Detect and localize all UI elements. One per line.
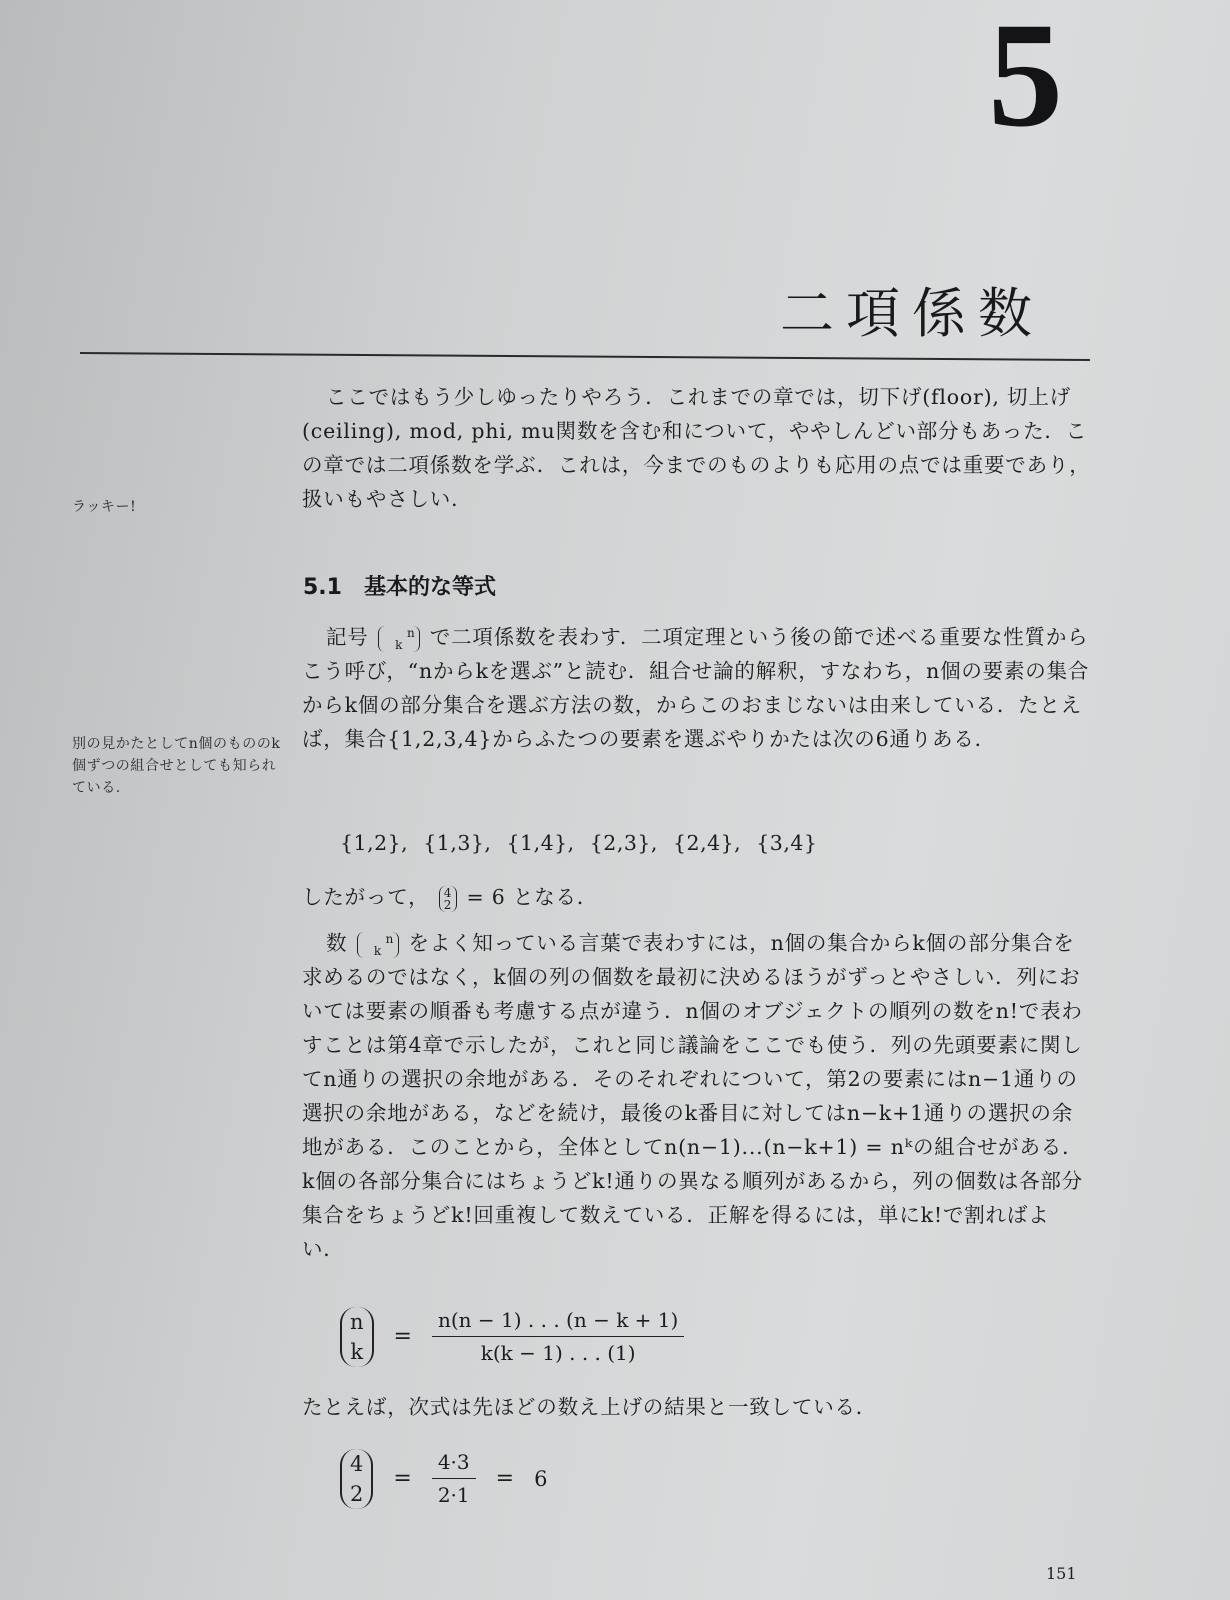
subset-item: {3,4} — [756, 831, 818, 855]
binomial-top: 4 — [350, 1451, 364, 1476]
subset-list — [340, 826, 825, 860]
chapter-title: 二項係数 — [780, 282, 1044, 345]
paragraph-text-start: したがって， — [302, 885, 430, 909]
subset-item: {1,2}, — [340, 831, 409, 855]
inline-binomial — [357, 932, 400, 958]
margin-note-combinations: 別の見かたとしてn個のもののk個ずつの組合せとしても知られている. — [72, 736, 281, 796]
intro-paragraph: ここではもう少しゆったりやろう．これまでの章では，切下げ(floor), 切上げ(ceiling), mod, phi, mu関数を含む和について，ややしんどい部分もあった．この章では二項係数を学ぶ．これは，今までのものよりも応用の点では重要であり，扱いもやさしい． — [302, 385, 1091, 511]
margin-note-lucky: ラッキー! — [72, 499, 137, 515]
paragraph-text-rest: = 6 となる． — [466, 885, 599, 909]
equals-sign: = — [393, 1466, 412, 1491]
fraction — [432, 1306, 684, 1367]
binomial-top: n — [406, 625, 416, 640]
inline-binomial — [439, 886, 457, 912]
section-title: 基本的な等式 — [363, 575, 496, 600]
binomial-bottom: 2 — [443, 897, 453, 912]
chapter-number: 5 — [988, 0, 1063, 158]
binomial-bottom: 2 — [350, 1481, 364, 1506]
binomial-top: 4 — [443, 885, 453, 900]
paragraph-permutation-argument — [302, 926, 1092, 1266]
display-binomial — [340, 1307, 374, 1367]
binomial-bottom: k — [350, 1339, 364, 1364]
display-binomial — [340, 1449, 373, 1509]
paragraph-binomial-notation — [302, 620, 1092, 756]
inline-binomial — [378, 626, 421, 652]
subset-item: {1,4}, — [506, 831, 575, 855]
fraction-numerator: n(n − 1) . . . (n − k + 1) — [432, 1306, 684, 1337]
binomial-top: n — [350, 1309, 364, 1334]
title-rule — [80, 352, 1090, 361]
equation-example — [340, 1448, 547, 1509]
binomial-top: n — [385, 931, 395, 946]
subset-item: {2,4}, — [673, 831, 742, 855]
binomial-bottom: k — [395, 637, 404, 652]
fraction-denominator: k(k − 1) . . . (1) — [480, 1341, 636, 1365]
equation-binomial-formula — [340, 1306, 684, 1367]
paragraph-text-rest: で二項係数を表わす．二項定理という後の節で述べる重要な性質からこう呼び，“nからkを選ぶ”と読む．組合せ論的解釈，すなわち，n個の要素の集合からk個の部分集合を選ぶ方法の数，からこのおまじないは由来している．たとえば，集合{1,2,3,4}からふたつの要素を選ぶやりかたは次の6通りある． — [302, 625, 1090, 751]
equals-sign: = — [393, 1324, 412, 1349]
paragraph-text-rest: をよく知っている言葉で表わすには，n個の集合からk個の部分集合を求めるのではなく，k個の列の個数を最初に決めるほうがずっとやさしい．列においては要素の順番も考慮する点が違う．n個のオブジェクトの順列の数をn!で表わすことは第4章で示したが，これと同じ議論をここでも使う．列の先頭要素に関してn通りの選択の余地がある．そのそれぞれについて，第2の要素にはn−1通りの選択の余地がある，などを続け，最後のk番目に対してはn−k+1通りの選択の余地がある．このことから，全体としてn(n−1)...(n−k+1) = nᵏの組合せがある．k個の各部分集合にはちょうどk!通りの異なる順列があるから，列の個数は各部分集合をちょうどk!回重複して数えている．正解を得るには，単にk!で割ればよい． — [302, 931, 1084, 1261]
fraction-denominator: 2·1 — [437, 1483, 470, 1507]
section-heading — [303, 572, 496, 604]
equation-result: 6 — [534, 1466, 548, 1491]
binomial-bottom: k — [373, 943, 382, 958]
paragraph-example: たとえば，次式は先ほどの数え上げの結果と一致している． — [302, 1395, 878, 1419]
paragraph-text-start: 数 — [326, 931, 348, 955]
subset-item: {1,3}, — [423, 831, 492, 855]
fraction-numerator: 4·3 — [432, 1448, 476, 1479]
paragraph-text-start: 記号 — [326, 625, 369, 649]
paragraph-therefore — [302, 880, 1092, 914]
page-number: 151 — [1046, 1564, 1077, 1583]
fraction — [432, 1448, 476, 1509]
equals-sign: = — [495, 1466, 515, 1491]
subset-item: {2,3}, — [589, 831, 658, 855]
section-number: 5.1 — [303, 575, 342, 600]
